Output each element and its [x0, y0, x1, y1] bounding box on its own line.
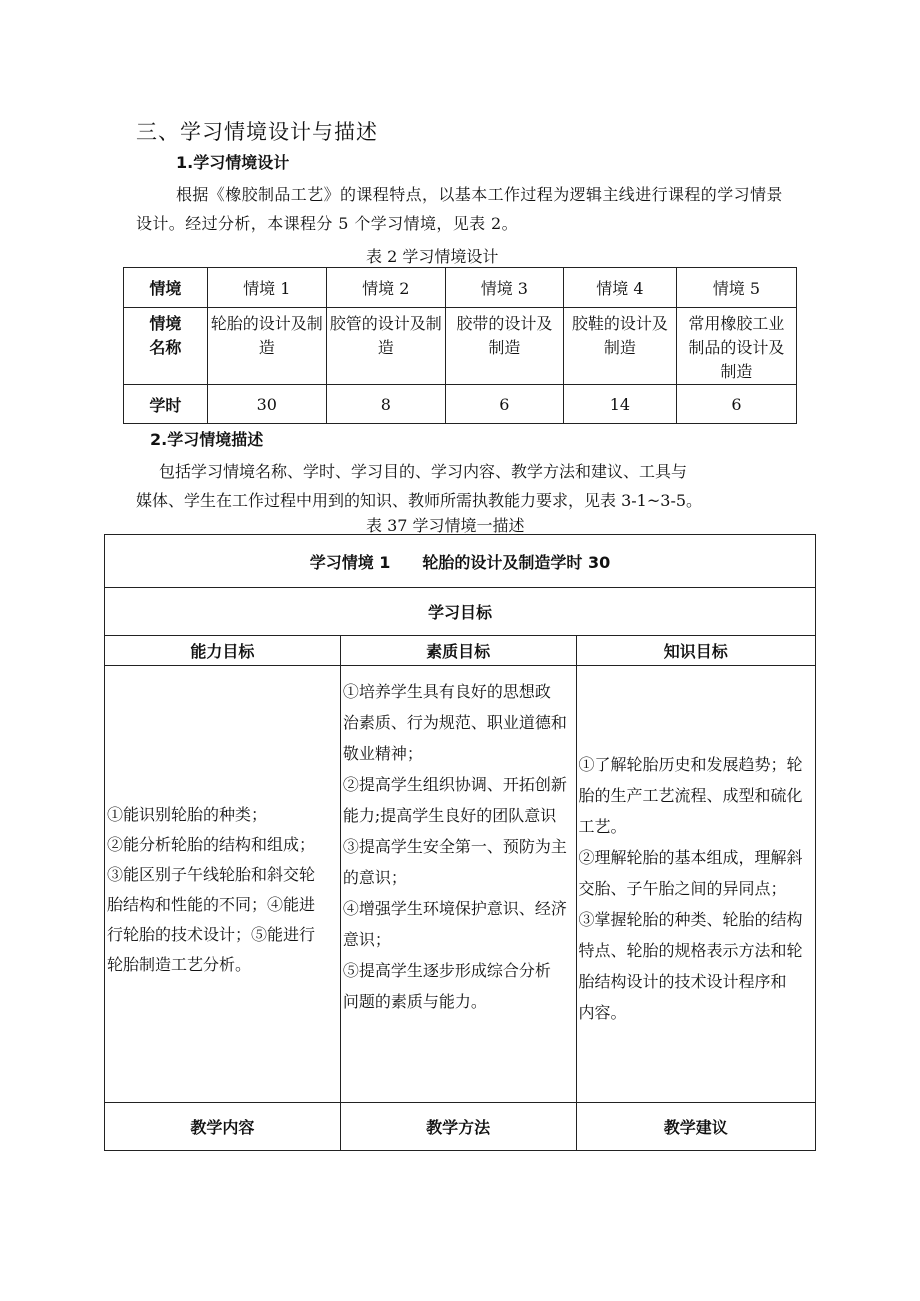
teaching-method-header: 教学方法	[340, 1103, 576, 1151]
cell-line: 造	[258, 338, 275, 357]
table-row	[105, 666, 816, 1103]
table-cell: 情境 1	[207, 268, 326, 308]
table-row	[124, 268, 797, 308]
cell-line: 胶鞋的设计及	[571, 314, 668, 333]
table-cell: 14	[563, 385, 676, 424]
cell-line: 胎结构设计的技术设计程序和	[578, 971, 787, 991]
table-row	[124, 385, 797, 424]
cell-line: 行轮胎的技术设计；⑤能进行	[107, 925, 316, 944]
row-header-situation: 情境	[124, 268, 208, 308]
cell-line: ①了解轮胎历史和发展趋势；轮	[578, 754, 803, 774]
cell-line: 内容。	[578, 1002, 627, 1022]
row-header-name-line2: 名称	[149, 338, 182, 357]
cell-line: ①培养学生具有良好的思想政	[342, 682, 551, 701]
ability-goal-header: 能力目标	[105, 636, 341, 666]
cell-line: 制造	[720, 362, 753, 381]
cell-line: 能力;提高学生良好的团队意识	[342, 806, 557, 825]
table-cell: 8	[326, 385, 445, 424]
cell-line: ①能识别轮胎的种类；	[107, 805, 268, 824]
cell-line: 造	[377, 338, 394, 357]
goals-header-cell: 学习目标	[105, 588, 816, 636]
paragraph-description-line2: 媒体、学生在工作过程中用到的知识、教师所需执教能力要求，见表 3-1~3-5。	[136, 491, 703, 510]
row-header-hours: 学时	[124, 385, 208, 424]
cell-line: ②理解轮胎的基本组成，理解斜	[578, 847, 803, 867]
teaching-content-header: 教学内容	[105, 1103, 341, 1151]
cell-line: 胶带的设计及	[456, 314, 553, 333]
table-cell: 6	[676, 385, 796, 424]
situation-design-table	[123, 267, 797, 424]
section-title: 三、学习情境设计与描述	[136, 120, 378, 144]
cell-line: ③掌握轮胎的种类、轮胎的结构	[578, 909, 803, 929]
table-cell	[445, 308, 563, 385]
cell-line: 轮胎制造工艺分析。	[107, 955, 252, 974]
table-cell	[563, 308, 676, 385]
table-cell: 情境 3	[445, 268, 563, 308]
table-row	[105, 636, 816, 666]
table-cell: 30	[207, 385, 326, 424]
table-cell: 情境 2	[326, 268, 445, 308]
table3-caption: 表 37 学习情境一描述	[366, 516, 525, 535]
table-cell: 情境 5	[676, 268, 796, 308]
cell-line: 胶管的设计及制	[329, 314, 442, 333]
subsection-heading-description: 2.学习情境描述	[150, 430, 264, 449]
cell-line: 交胎、子午胎之间的异同点；	[578, 878, 787, 898]
row-header-name-line1: 情境	[149, 314, 182, 333]
situation-description-table	[104, 534, 816, 1151]
cell-line: 轮胎的设计及制	[210, 314, 323, 333]
situation-title-cell: 学习情境 1 轮胎的设计及制造学时 30	[105, 535, 816, 588]
table-row	[105, 535, 816, 588]
cell-line: 治素质、行为规范、职业道德和	[342, 713, 567, 732]
table2-caption: 表 2 学习情境设计	[366, 247, 499, 266]
cell-line: 胎的生产工艺流程、成型和硫化	[578, 785, 803, 805]
cell-line: 制造	[488, 338, 521, 357]
table-cell: 情境 4	[563, 268, 676, 308]
cell-line: 敬业精神；	[342, 744, 423, 763]
teaching-advice-header: 教学建议	[576, 1103, 816, 1151]
cell-line: 制造	[603, 338, 636, 357]
cell-line: ⑤提高学生逐步形成综合分析	[342, 961, 551, 980]
subsection-heading-design: 1.学习情境设计	[176, 153, 290, 172]
cell-line: 的意识；	[342, 868, 407, 887]
table-row	[124, 308, 797, 385]
paragraph-design-line2: 设计。经过分析，本课程分 5 个学习情境，见表 2。	[136, 214, 519, 233]
cell-line: 意识；	[342, 930, 391, 949]
quality-goal-cell	[340, 666, 576, 1103]
cell-line: 制品的设计及	[688, 338, 785, 357]
cell-line: ②提高学生组织协调、开拓创新	[342, 775, 567, 794]
knowledge-goal-cell	[576, 666, 816, 1103]
ability-goal-cell	[105, 666, 341, 1103]
table-cell	[676, 308, 796, 385]
cell-line: 常用橡胶工业	[688, 314, 785, 333]
cell-line: 问题的素质与能力。	[342, 992, 487, 1011]
cell-line: ②能分析轮胎的结构和组成；	[107, 835, 316, 854]
paragraph-design-line1: 根据《橡胶制品工艺》的课程特点，以基本工作过程为逻辑主线进行课程的学习情景	[176, 185, 783, 204]
table-cell	[326, 308, 445, 385]
table-cell: 6	[445, 385, 563, 424]
table-row	[105, 588, 816, 636]
cell-line: ③能区别子午线轮胎和斜交轮	[107, 865, 316, 884]
table-row	[105, 1103, 816, 1151]
cell-line: ④增强学生环境保护意识、经济	[342, 899, 567, 918]
knowledge-goal-header: 知识目标	[576, 636, 816, 666]
cell-line: 特点、轮胎的规格表示方法和轮	[578, 940, 803, 960]
cell-line: 胎结构和性能的不同；④能进	[107, 895, 316, 914]
table-cell	[207, 308, 326, 385]
paragraph-description-line1: 包括学习情境名称、学时、学习目的、学习内容、教学方法和建议、工具与	[159, 462, 688, 481]
cell-line: 工艺。	[578, 816, 627, 836]
row-header-name	[124, 308, 208, 385]
quality-goal-header: 素质目标	[340, 636, 576, 666]
cell-line: ③提高学生安全第一、预防为主	[342, 837, 567, 856]
